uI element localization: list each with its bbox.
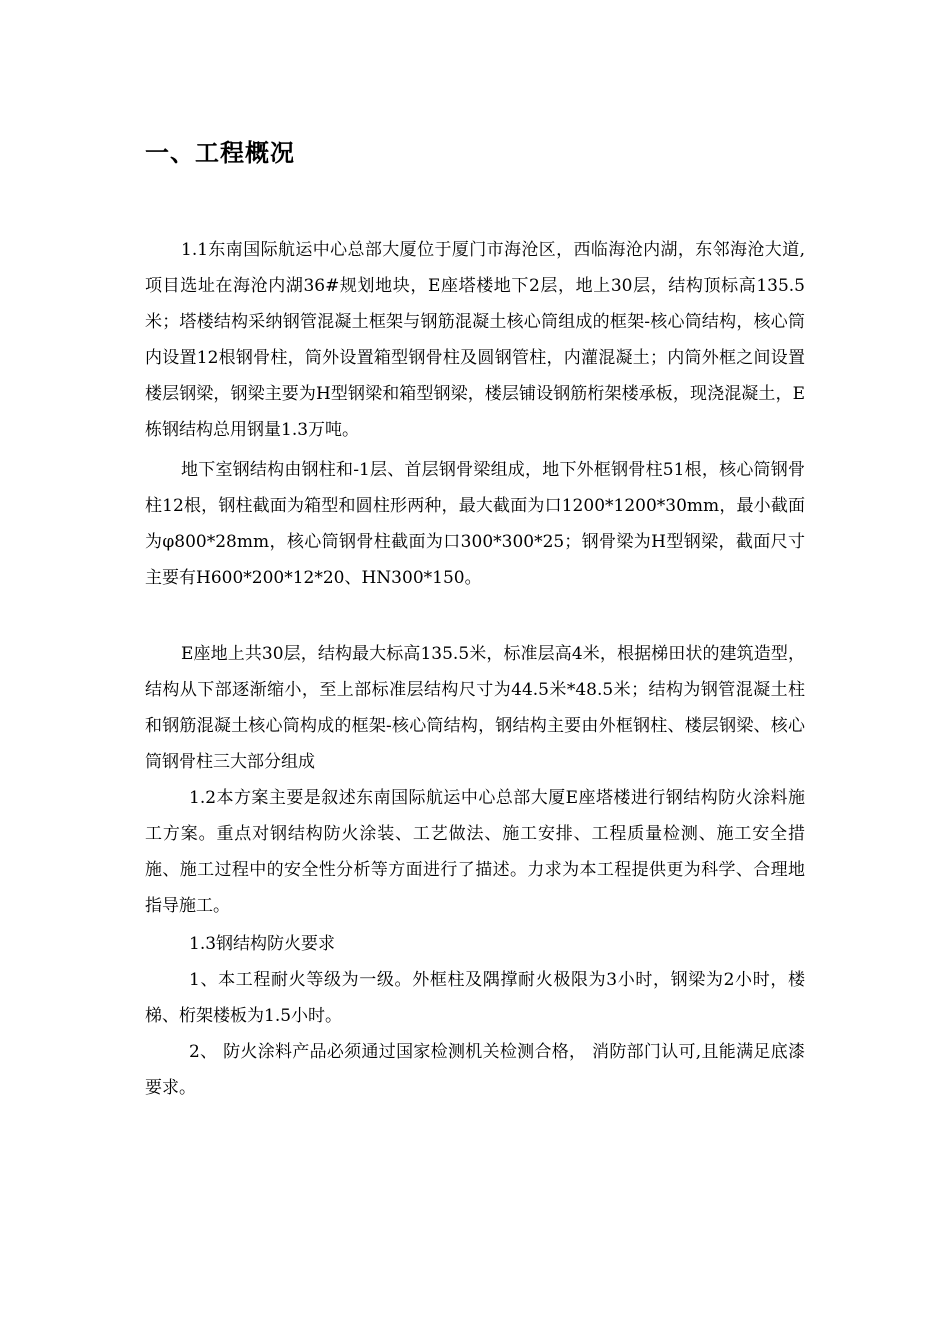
paragraph-fire-requirements-title: 1.3钢结构防火要求 <box>189 934 336 954</box>
section-heading: 一、工程概况 <box>145 139 295 167</box>
paragraph-fire-rating: 1、本工程耐火等级为一级。外框柱及隅撑耐火极限为3小时，钢梁为2小时，楼梯、桁架楼板为1.5小时。 <box>145 970 805 1026</box>
paragraph-project-location: 1.1东南国际航运中心总部大厦位于厦门市海沧区，西临海沧内湖，东邻海沧大道,项目选址在海沧内湖36#规划地块，E座塔楼地下2层，地上30层，结构顶标高135.5米；塔楼结构采纳钢管混凝土框架与钢筋混凝土核心筒组成的框架-核心筒结构，核心筒内设置12根钢骨柱，筒外设置箱型钢骨柱及圆钢管柱，内灌混凝土；内筒外框之间设置楼层钢梁，钢梁主要为H型钢梁和箱型钢梁，楼层铺设钢筋桁架楼承板，现浇混凝土，E栋钢结构总用钢量1.3万吨。 <box>145 240 805 440</box>
paragraph-scheme-description: 1.2本方案主要是叙述东南国际航运中心总部大厦E座塔楼进行钢结构防火涂料施工方案。重点对钢结构防火涂装、工艺做法、施工安排、工程质量检测、施工安全措施、施工过程中的安全性分析等方面进行了描述。力求为本工程提供更为科学、合理地指导施工。 <box>145 788 805 916</box>
paragraph-basement-structure: 地下室钢结构由钢柱和-1层、首层钢骨梁组成，地下外框钢骨柱51根，核心筒钢骨柱12根，钢柱截面为箱型和圆柱形两种，最大截面为口1200*1200*30mm，最小截面为φ800*28mm，核心筒钢骨柱截面为口300*300*25；钢骨梁为H型钢梁，截面尺寸主要有H600*200*12*20、HN300*150。 <box>145 460 805 588</box>
paragraph-above-ground-structure: E座地上共30层，结构最大标高135.5米，标准层高4米，根据梯田状的建筑造型，结构从下部逐渐缩小，至上部标准层结构尺寸为44.5米*48.5米；结构为钢管混凝土柱和钢筋混凝土核心筒构成的框架-核心筒结构，钢结构主要由外框钢柱、楼层钢梁、核心筒钢骨柱三大部分组成 <box>145 644 805 772</box>
paragraph-coating-certification: 2、 防火涂料产品必须通过国家检测机关检测合格， 消防部门认可,且能满足底漆要求。 <box>145 1042 805 1098</box>
